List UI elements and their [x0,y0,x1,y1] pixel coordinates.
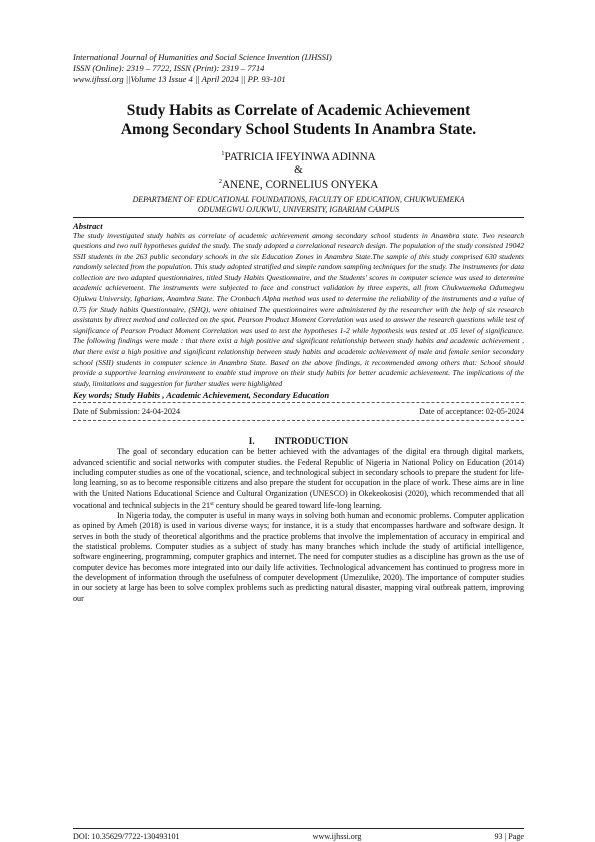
author-separator: & [294,163,303,176]
journal-header [73,52,524,85]
title-line-2: Among Secondary School Students In Anambra State. [120,121,477,138]
footer-page: 93 | Page [494,832,524,841]
author-2-sup: 2 [218,178,222,185]
affiliation-line-1: DEPARTMENT OF EDUCATIONAL FOUNDATIONS, FACULTY OF EDUCATION, CHUKWUEMEKA [132,194,465,204]
journal-issn: ISSN (Online): 2319 – 7722, ISSN (Print): 2319 – 7714 [73,63,265,73]
section-number: I. [248,436,255,447]
paper-page [73,52,524,604]
keywords: Key words; Study Habits , Academic Achievement, Secondary Education [73,390,330,401]
paper-title [73,101,524,139]
top-rule [73,217,524,218]
acceptance-date: Date of acceptance: 02-05-2024 [419,407,524,417]
affiliation-line-2: ODUMEGWU OJUKWU, UNIVERSITY, IGBARIAM CAMPUS [197,204,400,214]
journal-issue: www.ijhssi.org ||Volume 13 Issue 4 || April 2024 || PP. 93-101 [73,74,286,84]
dashed-divider-bottom [73,420,524,421]
footer-row [73,829,524,842]
title-line-1: Study Habits as Correlate of Academic Achievement [126,102,471,119]
intro-paragraph-1 [73,447,524,511]
introduction-body [73,447,524,603]
intro-p1-sup: st [210,500,214,507]
dates-row [73,403,524,420]
section-heading [73,435,524,447]
page-footer [73,828,524,842]
intro-paragraph-2: In Nigeria today, the computer is useful in many ways in solving both human and economic problems. Computer application as opined by Ameh (2018) is used in various diverse ways; for instance, it is a study that encompasses hardware and software design. It serves in both the study of theoretical algorithms and the practice problems that involve the implementation of accuracy in empirical and the statistical problems. Computer studies as a subject of study has many branches which include the study of artificial intelligence, software engineering, programming, computer graphics and internet. The need for computer studies as a discipline has grown as the use of computer device has becomes more integrated into our daily life activities. Technological advancement has continued to progress more in the development of information through the usefulness of computer development (Umezulike, 2020). The importance of computer studies in our society at large has been to solve complex problems such as predicting natural disaster, mapping viral outbreak pattern, improving our [73,511,524,603]
intro-p1-text-a: The goal of secondary education can be better achieved with the advantages of the digital era through digital markets, advanced scientific and social networks with computer studies. the Federal Republic of Nigeria in National Policy on Education (2014) including computer studies as one of the vocational, science, and technological subject in secondary schools to prepare the student for life-long learning, so as to become responsible citizens and also prepare the student for occupation in the place of work. These aims are in line with the United Nations Educational Science and Cultural Organization (UNESCO) in Okekeokosisi (2020), which recommended that all vocational and technical subjects in the 21 [73,447,524,510]
author-2 [73,176,524,192]
footer-doi: DOI: 10.35629/7722-130493101 [73,832,180,841]
affiliation [73,195,524,215]
author-block [73,148,524,192]
section-title: INTRODUCTION [274,436,349,447]
author-2-name: ANENE, CORNELIUS ONYEKA [221,179,379,191]
submission-date: Date of Submission: 24-04-2024 [73,407,181,417]
author-1-name: PATRICIA IFEYINWA ADINNA [224,151,376,163]
abstract-heading: Abstract [73,220,103,231]
journal-name: International Journal of Humanities and Social Science Invention (IJHSSI) [73,52,332,62]
author-1-sup: 1 [221,150,225,157]
abstract-text: The study investigated study habits as correlate of academic achievement among secondary school students in Anambra state. Two research questions and two null hypotheses guided the study. The study adopted a correlational research design. The population of the study consisted 19042 SSII students in the 263 public secondary schools in the six Education Zones in Anambra State.The sample of this study comprised 630 students randomly selected from the population. This study adopted stratified and simple random sampling techniques for the study. The instruments for data collection are two adapted questionnaires, titled Study Habits Questionnaire, and the Students' scores in computer science was used to determine academic achievement. The instruments were subjected to face and construct validation by three experts, all from Chukwuemeka Odumegwu Ojukwu University, Igbariam, Anambra State. The Cronbach Alpha method was used to determine the reliability of the instruments and a value of 0.75 for Study habits Questionnaire, (SHQ), were obtained The questionnaires were administered by the researcher with the help of six research assistants by direct method and collected on the spot. Pearson Product Moment Correlation was used to answer the research questions while test of significance of Pearson Product Moment Correlation was used to test the hypotheses 1-2 while hypothesis was tested at .05 level of significance. The following findings were made : that there exist a high positive and significant relationship between study habits and academic achievement , that there exist a high positive and significant relationship between study habits and academic achievement of male and female senior secondary school (SSII) students in computer science in Anambra State. Based on the above findings, it recommended among others that: School should provide a supportive learning environment to enable stud improve on their study habits for better academic achievement. The implications of the study, limitations and suggestion for further studies were highlighted [73,230,524,388]
footer-site: www.ijhssi.org [312,832,362,841]
intro-p1-text-b: century should be geared toward life-long learning. [213,500,382,510]
author-1 [73,148,524,164]
